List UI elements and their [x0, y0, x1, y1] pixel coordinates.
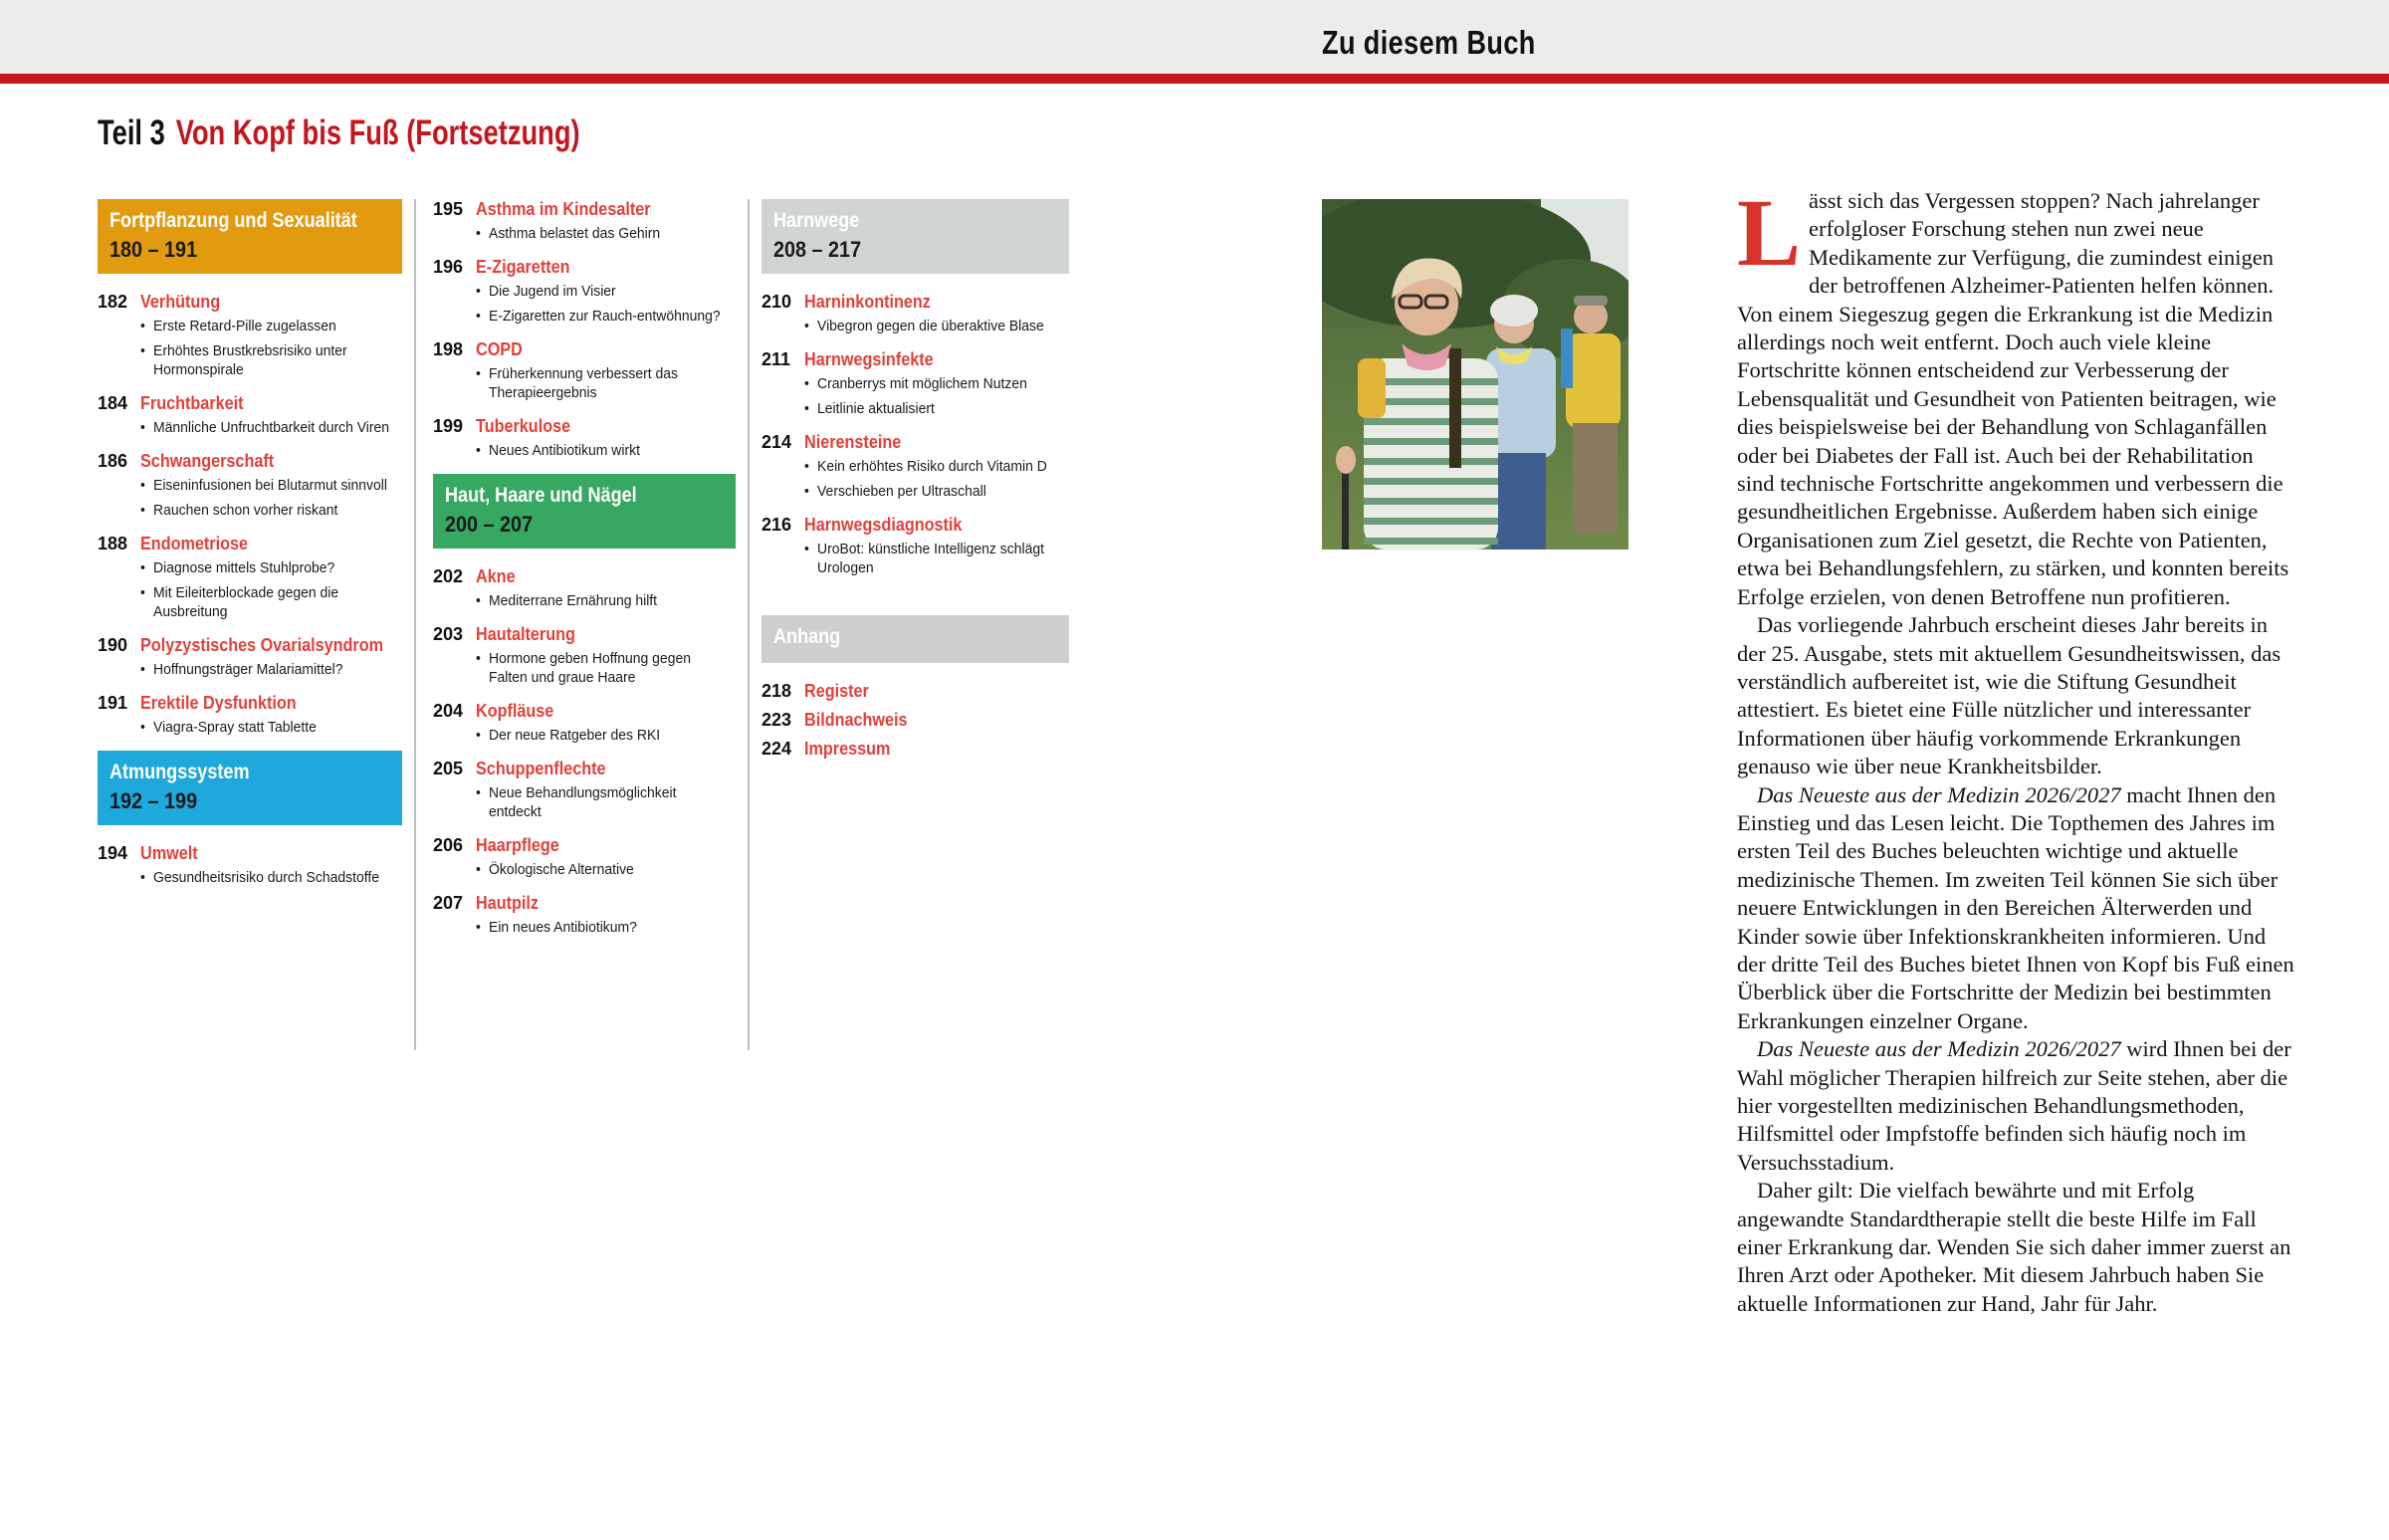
toc-entry-page: 191: [98, 693, 128, 713]
section-header: [98, 751, 402, 825]
toc-entry[interactable]: [98, 451, 402, 520]
intro-paragraph-3-text: macht Ihnen den Einstieg und das Lesen leicht. Die Topthemen des Jahres im ersten Teil des Buches beleuchten wichtige und aktuelle medizinische Themen. Im zweiten Teil können Sie sich über neuere Entwicklungen in den Bereichen Älterwerden und Kinder sowie über Infektionskrankheiten informieren. Und der dritte Teil des Buches bietet Ihnen von Kopf bis Fuß einen Überblick über die Fortschritte der Medizin bei bestimmten Erkrankungen einzelner Organe.: [1737, 781, 2294, 1033]
toc-entry-page: 211: [761, 349, 791, 369]
toc-entry[interactable]: [98, 843, 402, 887]
toc-entry-title[interactable]: Register: [804, 681, 869, 701]
header-rule: [0, 74, 2389, 84]
toc-entry-subtopics: [804, 317, 1069, 335]
drop-cap: L: [1737, 179, 1802, 286]
toc-entry-subtopics: [476, 282, 736, 326]
column-divider: [748, 199, 750, 1050]
toc-entry[interactable]: [433, 701, 736, 745]
toc-subtopic: • E-Zigaretten zur Rauch-entwöhnung?: [476, 307, 726, 326]
toc-column-2: [433, 199, 736, 951]
section-title: Haut, Haare und Nägel: [445, 484, 637, 507]
toc-entry-heading: [761, 515, 1069, 536]
intro-paragraph-3: [1737, 781, 2294, 1036]
toc-entry-subtopics: [140, 418, 402, 437]
toc-entry-heading: [761, 292, 1069, 313]
toc-entry[interactable]: [98, 693, 402, 737]
toc-entry-heading: [761, 432, 1069, 453]
toc-entry-title[interactable]: Hautalterung: [476, 624, 575, 644]
toc-entry[interactable]: [98, 393, 402, 437]
toc-entry-title[interactable]: Harnwegsinfekte: [804, 349, 934, 369]
toc-entry-subtopics: [140, 558, 402, 621]
toc-entry-page: 196: [433, 257, 464, 277]
toc-entry[interactable]: [761, 681, 1069, 702]
toc-entry-heading: [98, 451, 402, 472]
toc-subtopic: • Erste Retard-Pille zugelassen: [140, 317, 390, 335]
toc-entry-subtopics: [140, 317, 402, 379]
part-number: Teil 3: [98, 113, 165, 152]
toc-entry[interactable]: [433, 835, 736, 879]
toc-entry-page: 203: [433, 624, 464, 644]
toc-entry-title[interactable]: Erektile Dysfunktion: [140, 693, 297, 713]
hikers-photo-illustration: [1322, 199, 1629, 550]
toc-subtopic: • Vibegron gegen die überaktive Blase: [804, 317, 1054, 335]
toc-entry-subtopics: [804, 457, 1069, 501]
toc-entry-title[interactable]: Harnwegsdiagnostik: [804, 515, 963, 535]
toc-entry-heading: [761, 710, 1069, 731]
toc-entry-subtopics: [476, 224, 736, 243]
toc-entry-heading: [433, 624, 736, 645]
intro-text: [1737, 179, 2294, 1318]
toc-entry-page: 188: [98, 534, 128, 553]
book-title-italic: Das Neueste aus der Medizin 2026/2027: [1757, 1036, 2121, 1062]
toc-subtopic: • Verschieben per Ultraschall: [804, 482, 1054, 501]
section-title: Anhang: [773, 625, 841, 648]
toc-column-3: [761, 199, 1069, 768]
toc-entry-title[interactable]: E-Zigaretten: [476, 257, 570, 277]
toc-entry-page: 223: [761, 710, 792, 730]
section-page-range: 200 – 207: [445, 512, 534, 537]
toc-entry-heading: [761, 739, 1069, 760]
toc-entry-title[interactable]: Fruchtbarkeit: [140, 393, 244, 413]
toc-entry-subtopics: [140, 660, 402, 679]
toc-entry-subtopics: [476, 364, 736, 402]
toc-subtopic: • Erhöhtes Brustkrebsrisiko unter Hormonspirale: [140, 341, 390, 379]
toc-entry[interactable]: [98, 292, 402, 379]
part-name: Von Kopf bis Fuß (Fortsetzung): [175, 113, 580, 152]
toc-subtopic: • Viagra-Spray statt Tablette: [140, 718, 390, 737]
running-head-bar: [0, 0, 2389, 74]
toc-entry-title[interactable]: Tuberkulose: [476, 416, 571, 436]
section-page-range: 208 – 217: [773, 237, 862, 262]
toc-entry-subtopics: [140, 476, 402, 520]
toc-entry-heading: [433, 199, 736, 220]
section-header: [761, 615, 1069, 663]
toc-entry-title[interactable]: Kopfläuse: [476, 701, 554, 721]
toc-entry-heading: [433, 416, 736, 437]
toc-entry-title[interactable]: Akne: [476, 566, 516, 586]
toc-subtopic: • Männliche Unfruchtbarkeit durch Viren: [140, 418, 390, 437]
toc-entry-page: 198: [433, 339, 464, 359]
toc-entry-subtopics: [476, 591, 736, 610]
toc-entry[interactable]: [433, 759, 736, 821]
section-header: [761, 199, 1069, 274]
toc-entry-page: 195: [433, 199, 464, 219]
toc-entry-subtopics: [476, 726, 736, 745]
toc-entry-subtopics: [476, 783, 736, 821]
toc-entry[interactable]: [761, 515, 1069, 577]
toc-entry-title[interactable]: COPD: [476, 339, 523, 359]
toc-entry-page: 218: [761, 681, 792, 701]
section-header: [98, 199, 402, 274]
toc-entry-page: 184: [98, 393, 128, 413]
toc-subtopic: • Diagnose mittels Stuhlprobe?: [140, 558, 390, 577]
section-title: Fortpflanzung und Sexualität: [109, 209, 357, 232]
book-title-italic: Das Neueste aus der Medizin 2026/2027: [1757, 781, 2121, 807]
toc-entry-subtopics: [804, 374, 1069, 418]
toc-entry-heading: [433, 835, 736, 856]
toc-entry-page: 194: [98, 843, 128, 863]
toc-entry[interactable]: [98, 635, 402, 679]
toc-entry[interactable]: [433, 624, 736, 687]
toc-entry-heading: [98, 393, 402, 414]
toc-entry-title[interactable]: Haarpflege: [476, 835, 559, 855]
toc-entry-page: 202: [433, 566, 464, 586]
toc-entry[interactable]: [433, 893, 736, 937]
toc-entry-page: 205: [433, 759, 464, 778]
toc-entry[interactable]: [433, 257, 736, 326]
toc-subtopic: • Ökologische Alternative: [476, 860, 726, 879]
toc-entry-title[interactable]: Umwelt: [140, 843, 198, 863]
toc-subtopic: • Gesundheitsrisiko durch Schadstoffe: [140, 868, 390, 887]
toc-entry-title[interactable]: Bildnachweis: [804, 710, 908, 730]
toc-entry-page: 210: [761, 292, 792, 312]
toc-entry[interactable]: [433, 199, 736, 243]
toc-entry-title[interactable]: Verhütung: [140, 292, 221, 312]
toc-entry[interactable]: [761, 349, 1069, 418]
toc-subtopic: • Mediterrane Ernährung hilft: [476, 591, 726, 610]
toc-subtopic: • Rauchen schon vorher riskant: [140, 501, 390, 520]
toc-entry[interactable]: [433, 566, 736, 610]
toc-entry-heading: [761, 681, 1069, 702]
toc-entry-page: 214: [761, 432, 792, 452]
toc-entry-subtopics: [140, 868, 402, 887]
toc-entry-title[interactable]: Hautpilz: [476, 893, 539, 913]
toc-subtopic: • Asthma belastet das Gehirn: [476, 224, 726, 243]
toc-entry-title[interactable]: Endometriose: [140, 534, 249, 553]
toc-entry[interactable]: [433, 416, 736, 460]
toc-entry-title[interactable]: Schwangerschaft: [140, 451, 275, 471]
toc-entry-subtopics: [476, 860, 736, 879]
section-title: Harnwege: [773, 209, 860, 232]
section-page-range: 180 – 191: [109, 237, 198, 262]
toc-entry-heading: [433, 893, 736, 914]
hikers-photo: [1322, 199, 1629, 550]
column-divider: [414, 199, 416, 1050]
toc-entry-heading: [433, 701, 736, 722]
toc-entry-page: 224: [761, 739, 792, 759]
toc-entry-page: 207: [433, 893, 464, 913]
toc-entry-page: 206: [433, 835, 464, 855]
toc-entry-heading: [98, 635, 402, 656]
toc-entry-page: 204: [433, 701, 464, 721]
section-header: [433, 474, 736, 549]
toc-entry-heading: [433, 257, 736, 278]
toc-entry-subtopics: [476, 918, 736, 937]
toc-subtopic: • Die Jugend im Visier: [476, 282, 726, 301]
toc-subtopic: • UroBot: künstliche Intelligenz schlägt Urologen: [804, 540, 1054, 577]
toc-subtopic: • Kein erhöhtes Risiko durch Vitamin D: [804, 457, 1054, 476]
toc-entry-page: 216: [761, 515, 792, 535]
toc-entry-heading: [98, 534, 402, 554]
toc-entry-title[interactable]: Nierensteine: [804, 432, 902, 452]
toc-entry[interactable]: [761, 739, 1069, 760]
toc-entry-title[interactable]: Impressum: [804, 739, 891, 759]
toc-subtopic: • Neues Antibiotikum wirkt: [476, 441, 726, 460]
toc-subtopic: • Ein neues Antibiotikum?: [476, 918, 726, 937]
toc-subtopic: • Eiseninfusionen bei Blutarmut sinnvoll: [140, 476, 390, 495]
toc-entry[interactable]: [761, 710, 1069, 731]
toc-entry-heading: [98, 292, 402, 313]
toc-entry-heading: [761, 349, 1069, 370]
toc-entry-heading: [433, 339, 736, 360]
intro-paragraph-4: [1737, 1035, 2294, 1177]
intro-paragraph-5: Daher gilt: Die vielfach bewährte und mit Erfolg angewandte Standardtherapie stellt die beste Hilfe im Fall einer Erkrankung dar. Wenden Sie sich daher immer zuerst an Ihren Arzt oder Apotheker. Mit diesem Jahrbuch haben Sie aktuelle Informationen zur Hand, Jahr für Jahr.: [1737, 1178, 2291, 1316]
intro-paragraph-1: [1737, 179, 2294, 611]
toc-entry-subtopics: [476, 649, 736, 687]
toc-entry[interactable]: [761, 432, 1069, 501]
toc-entry-title[interactable]: Harninkontinenz: [804, 292, 931, 312]
toc-subtopic: • Der neue Ratgeber des RKI: [476, 726, 726, 745]
part-title: [98, 113, 580, 153]
intro-paragraph-1-text: ässt sich das Vergessen stoppen? Nach jahrelanger erfolgloser Forschung stehen nun zwei neue Medikamente zur Verfügung, die zumindest einigen der betroffenen Alzheimer-Patienten helfen können. Von einem Siegeszug gegen die Erkrankung ist die Medizin allerdings noch weit entfernt. Doch auch viele kleine Fortschritte können entscheidend zur Verbesserung der Lebensqualität und Gesundheit von Patienten beitragen, wie dies beispielsweise bei der Behandlung von Schlaganfällen oder bei Diabetes der Fall ist. Auch bei der Rehabilitation sind technische Fortschritte angekommen und verbessern die gesundheitlichen Ergebnisse. Außerdem haben sich einige Organisationen zum Ziel gesetzt, die Rechte von Patienten, etwa bei Behandlungsfehlern, zu stärken, und konnten bereits Erfolge erzielen, von denen Betroffene nun profitieren.: [1737, 188, 2289, 609]
toc-entry-title[interactable]: Polyzystisches Ovarialsyndrom: [140, 635, 384, 655]
running-head: Zu diesem Buch: [1322, 24, 1536, 61]
toc-subtopic: • Früherkennung verbessert das Therapieergebnis: [476, 364, 726, 402]
toc-subtopic: • Cranberrys mit möglichem Nutzen: [804, 374, 1054, 393]
toc-entry-heading: [98, 693, 402, 714]
toc-entry[interactable]: [761, 292, 1069, 335]
toc-entry-subtopics: [140, 718, 402, 737]
toc-entry-page: 190: [98, 635, 128, 655]
toc-entry-heading: [433, 759, 736, 779]
toc-entry[interactable]: [98, 534, 402, 621]
toc-entry-page: 199: [433, 416, 464, 436]
toc-entry-page: 186: [98, 451, 128, 471]
toc-entry-subtopics: [476, 441, 736, 460]
toc-entry-title[interactable]: Asthma im Kindesalter: [476, 199, 651, 219]
toc-subtopic: • Neue Behandlungsmöglichkeit entdeckt: [476, 783, 726, 821]
toc-subtopic: • Hoffnungsträger Malariamittel?: [140, 660, 390, 679]
toc-entry-heading: [433, 566, 736, 587]
toc-subtopic: • Hormone geben Hoffnung gegen Falten und graue Haare: [476, 649, 726, 687]
toc-entry-title[interactable]: Schuppenflechte: [476, 759, 606, 778]
section-title: Atmungssystem: [109, 761, 250, 783]
intro-paragraph-2: Das vorliegende Jahrbuch erscheint dieses Jahr bereits in der 25. Ausgabe, stets mit aktuellem Gesundheitswissen, das verständlich aufbereitet ist, wie die Stiftung Gesundheit attestiert. Es bietet eine Fülle nützlicher und interessanter Informationen über häufig vorkommende Erkrankungen genauso wie über neue Krankheitsbilder.: [1737, 612, 2281, 779]
toc-subtopic: • Leitlinie aktualisiert: [804, 399, 1054, 418]
toc-subtopic: • Mit Eileiterblockade gegen die Ausbreitung: [140, 583, 390, 621]
section-page-range: 192 – 199: [109, 788, 198, 813]
toc-entry-heading: [98, 843, 402, 864]
intro-paragraph-4-text: wird Ihnen bei der Wahl möglicher Therapien hilfreich zur Seite stehen, aber die hier vorgestellten medizinischen Behandlungsmethoden, Hilfsmittel oder Impfstoffe befinden sich häufig noch im Versuchsstadium.: [1737, 1036, 2291, 1175]
toc-entry-page: 182: [98, 292, 128, 312]
toc-entry-subtopics: [804, 540, 1069, 577]
toc-entry[interactable]: [433, 339, 736, 402]
toc-column-1: [98, 199, 402, 901]
